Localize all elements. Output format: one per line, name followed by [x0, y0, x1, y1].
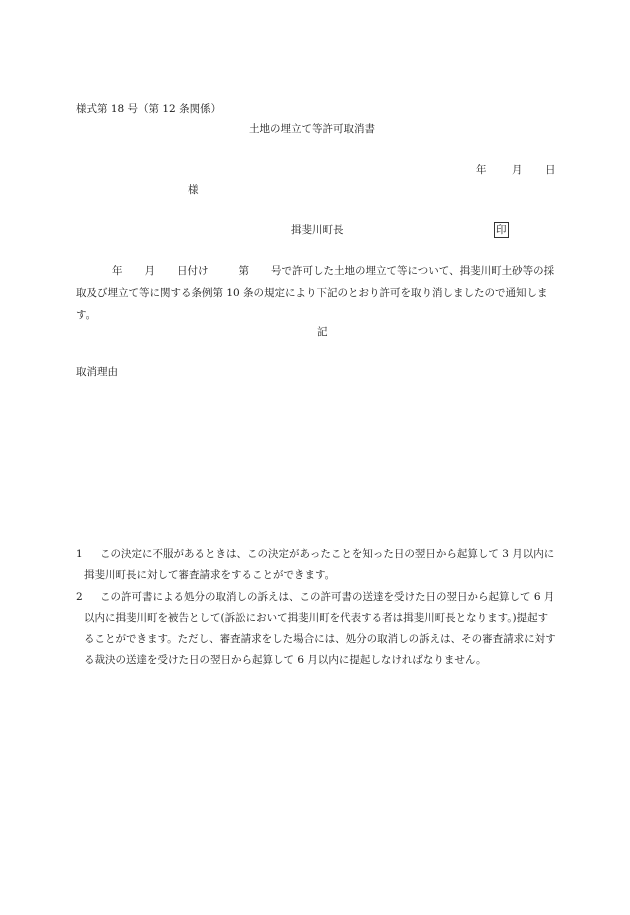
form-number: 様式第 18 号（第 12 条関係） [76, 103, 222, 115]
ki-heading: 記 [317, 326, 328, 338]
body-month: 月 [144, 265, 155, 277]
date-month: 月 [512, 164, 523, 176]
body-year: 年 [112, 265, 123, 277]
date-day: 日 [545, 164, 556, 176]
body-number-prefix: 第 [238, 265, 249, 277]
issuer: 揖斐川町長 [291, 224, 344, 236]
body-day: 日付け [177, 265, 209, 277]
note-2 [76, 587, 556, 671]
date-year: 年 [476, 164, 487, 176]
note-text: この許可書による処分の取消しの訴えは、この許可書の送達を受けた日の翌日から起算して 6 月以内に揖斐川町を被告として(訴訟において揖斐川町を代表する者は揖斐川町長となります。)提起することができます。ただし、審査請求をした場合には、処分の取消しの訴えは、その審査請求に対する裁決の送達を受けた日の翌日から起算して 6 月以内に提起しなければなりません。 [84, 591, 556, 666]
recipient-suffix: 様 [188, 184, 199, 196]
seal-mark: 印 [496, 224, 507, 236]
body-paragraph [76, 260, 556, 326]
body-text: 号で許可した土地の埋立て等について、揖斐川町土砂等の採取及び埋立て等に関する条例第 10 条の規定により下記のとおり許可を取り消しましたので通知します。 [76, 265, 555, 321]
note-1 [76, 544, 556, 586]
document-title: 土地の埋立て等許可取消書 [249, 123, 375, 135]
reason-label: 取消理由 [76, 366, 118, 378]
note-number: 2 [76, 591, 83, 603]
note-number: 1 [76, 548, 83, 560]
note-text: この決定に不服があるときは、この決定があったことを知った日の翌日から起算して 3 月以内に揖斐川町長に対して審査請求をすることができます。 [84, 548, 555, 581]
